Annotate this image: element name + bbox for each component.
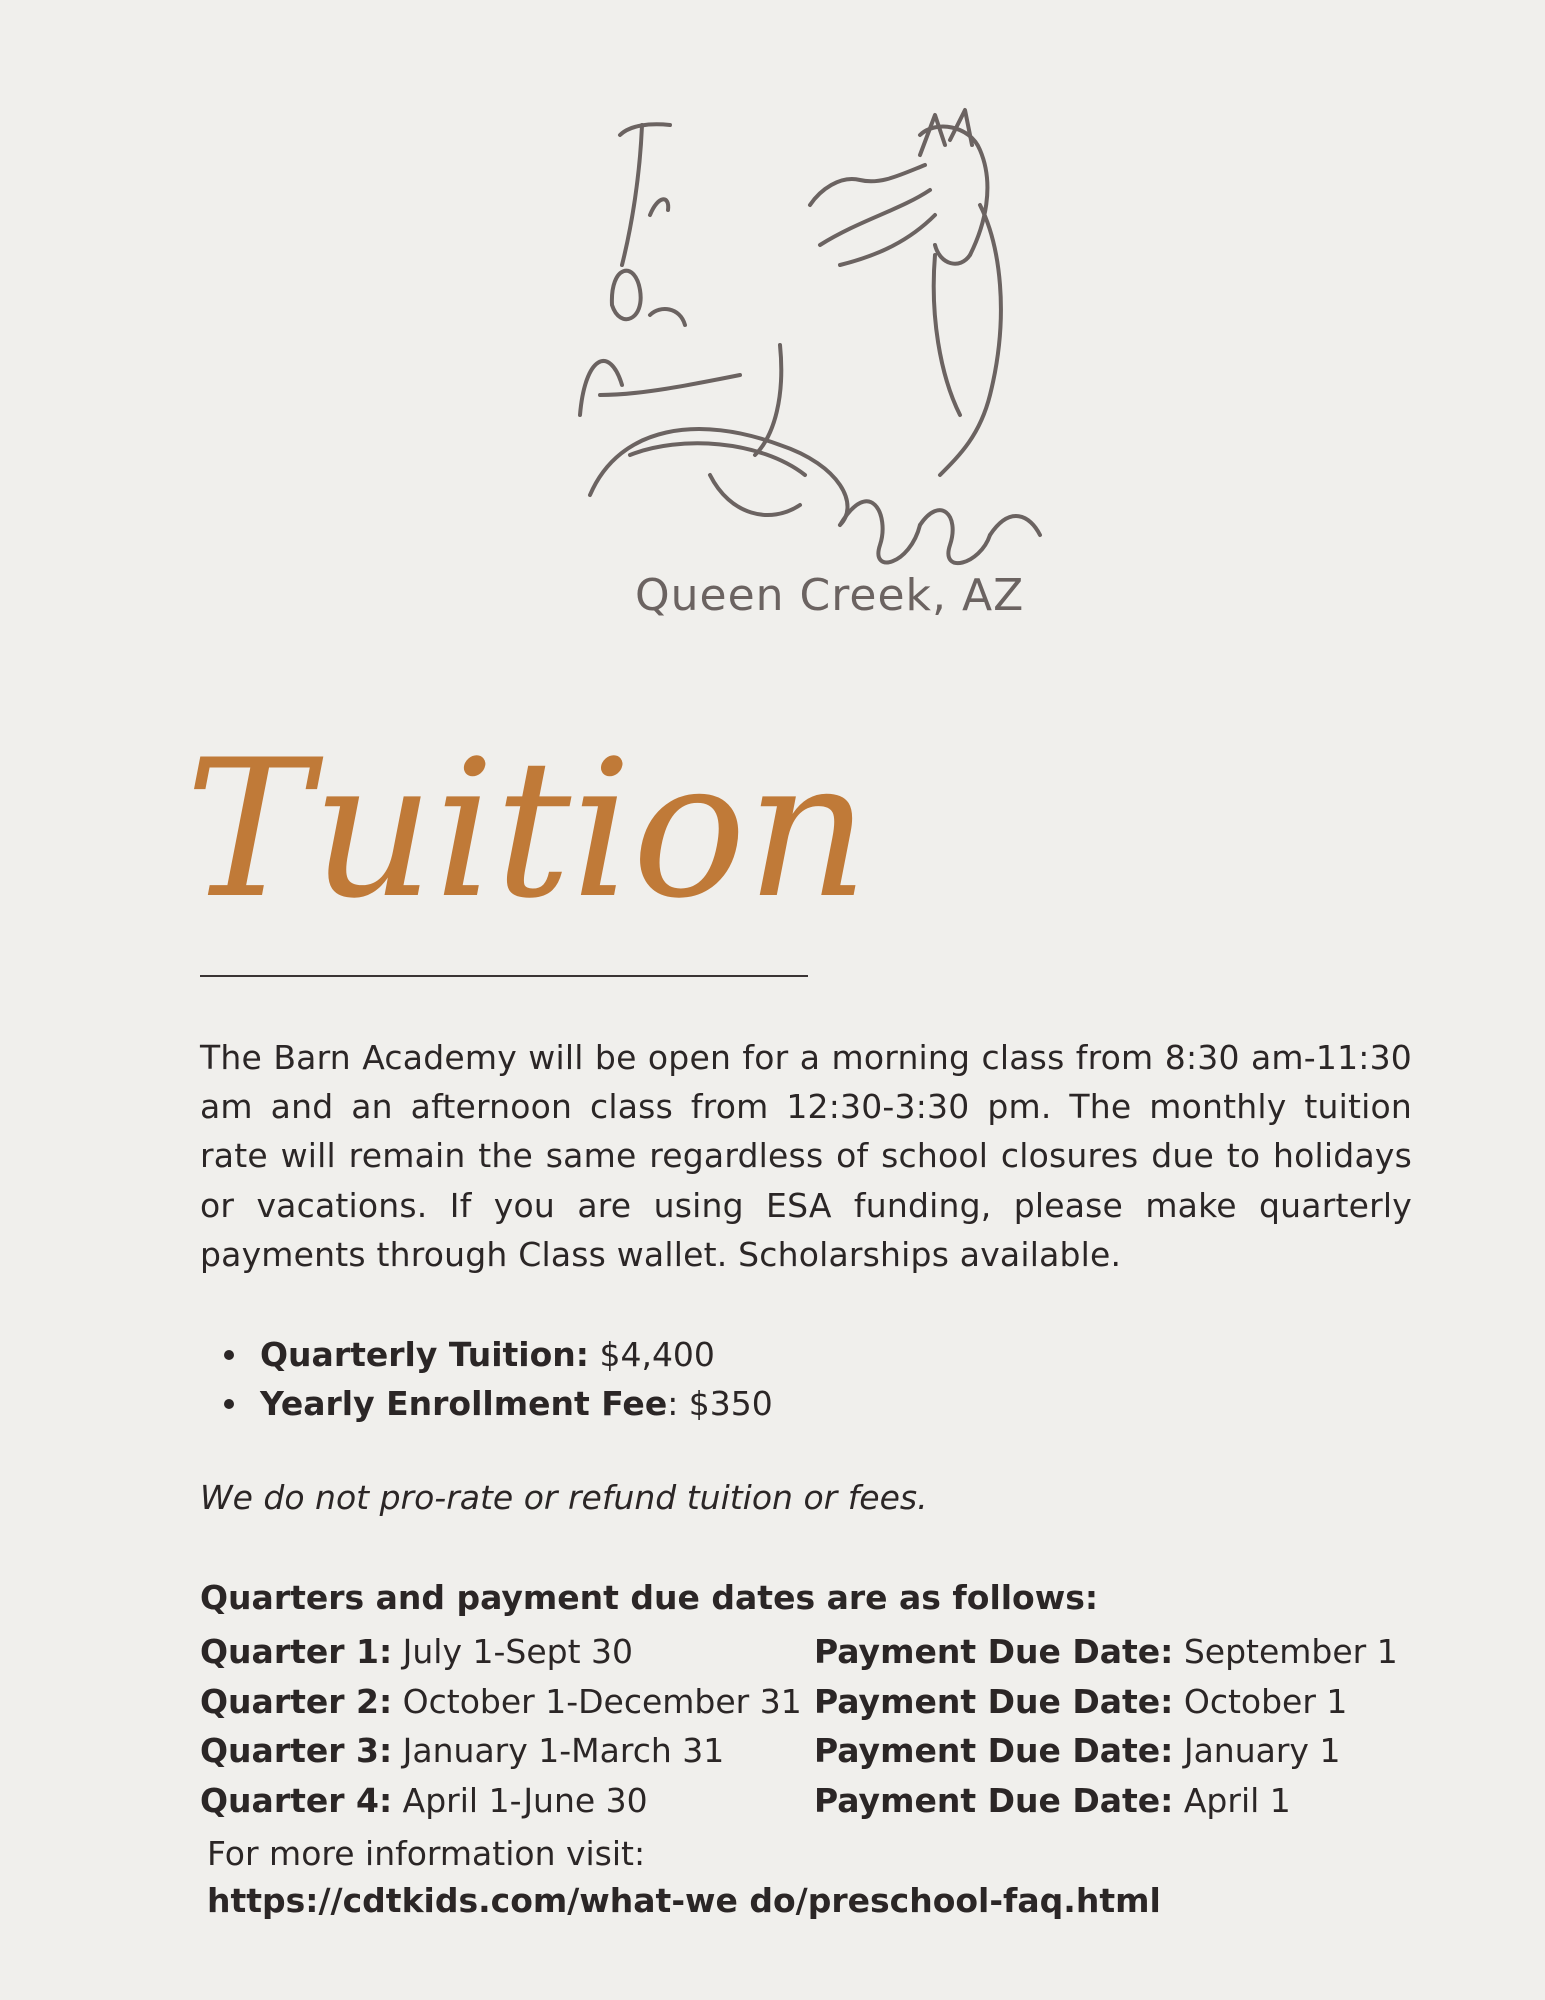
logo-location-text: Queen Creek, AZ (635, 570, 1025, 621)
table-row (200, 1726, 1420, 1776)
due-date: October 1 (1173, 1681, 1348, 1721)
barn-academy-logo (540, 95, 1080, 635)
title-divider (200, 975, 808, 977)
more-info-label: For more information visit: (207, 1834, 646, 1873)
fee-label: Yearly Enrollment Fee (260, 1384, 668, 1423)
due-label: Payment Due Date: (814, 1780, 1174, 1820)
quarter-range: July 1-Sept 30 (392, 1632, 634, 1671)
list-item (200, 1379, 773, 1428)
due-date: January 1 (1173, 1731, 1341, 1770)
quarter-range: April 1-June 30 (392, 1780, 648, 1820)
intro-paragraph: The Barn Academy will be open for a morning class from 8:30 am-11:30 am and an afternoon class from 12:30-3:30 pm. The monthly tuition rate will remain the same regardless of school closures due to holidays or vacations. If you are using ESA funding, please make quarterly payments through Class wallet. Scholarships available. (200, 1038, 1412, 1274)
fee-label: Quarterly Tuition: (260, 1335, 589, 1374)
due-date: September 1 (1173, 1632, 1398, 1671)
fee-value: : $350 (667, 1384, 773, 1423)
due-label: Payment Due Date: (814, 1731, 1174, 1770)
faq-link[interactable]: https://cdtkids.com/what-we do/preschool-faq.html (207, 1881, 1161, 1920)
table-row (200, 1677, 1420, 1727)
quarter-label: Quarter 1: (200, 1632, 393, 1671)
table-row (200, 1776, 1420, 1826)
due-label: Payment Due Date: (814, 1632, 1174, 1671)
quarter-label: Quarter 3: (200, 1731, 393, 1770)
quarter-label: Quarter 2: (200, 1681, 393, 1721)
more-info (207, 1830, 1161, 1924)
due-label: Payment Due Date: (814, 1681, 1174, 1721)
quarter-range: October 1-December 31 (392, 1681, 802, 1721)
refund-notice: We do not pro-rate or refund tuition or fees. (200, 1478, 928, 1517)
table-row (200, 1627, 1420, 1677)
quarter-range: January 1-March 31 (392, 1731, 725, 1770)
list-item (200, 1330, 773, 1379)
quarters-heading: Quarters and payment due dates are as follows: (200, 1578, 1099, 1617)
quarters-table (200, 1627, 1420, 1825)
fee-value: $4,400 (588, 1335, 715, 1374)
fee-list (200, 1330, 773, 1428)
page-title: Tuition (185, 719, 869, 940)
horse-logo-icon (540, 95, 1080, 635)
due-date: April 1 (1173, 1780, 1291, 1820)
quarter-label: Quarter 4: (200, 1780, 393, 1820)
